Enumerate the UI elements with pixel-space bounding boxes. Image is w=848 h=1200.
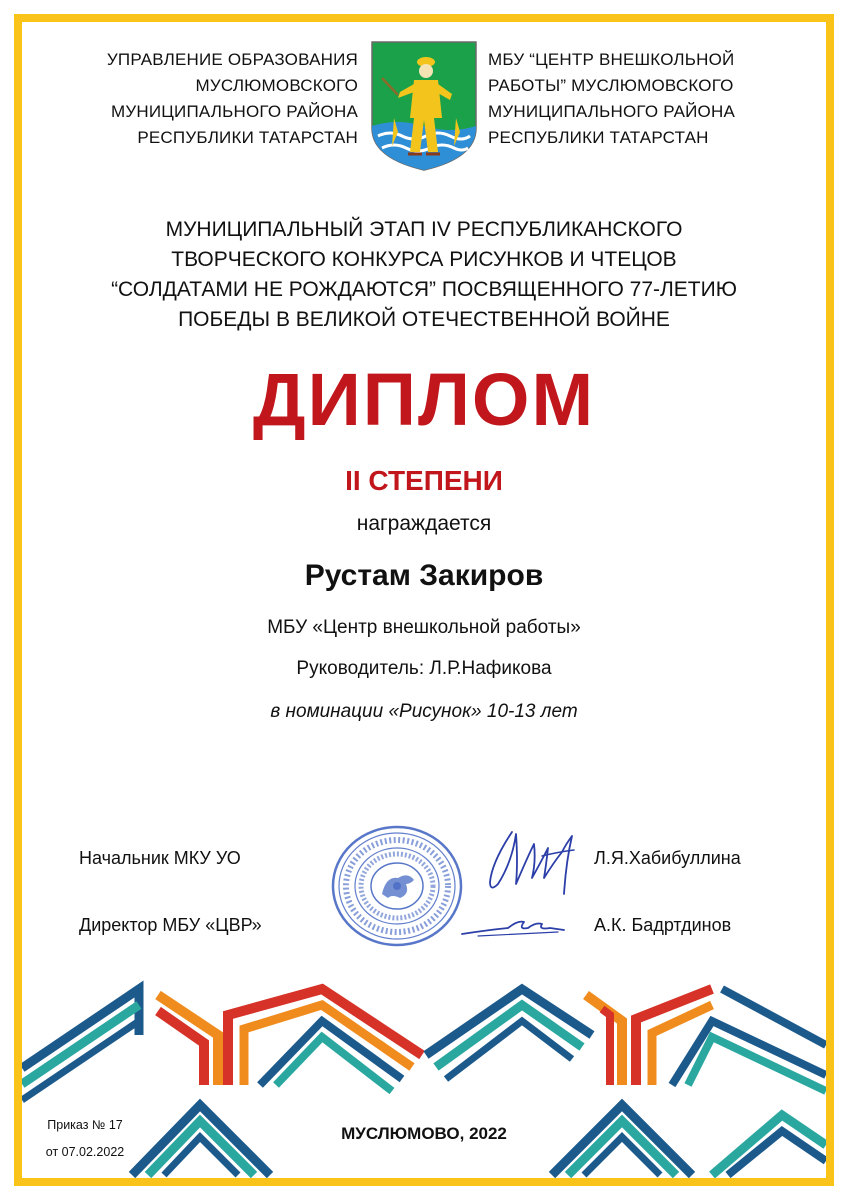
contest-title [40,215,808,335]
contest-line: ТВОРЧЕСКОГО КОНКУРСА РИСУНКОВ И ЧТЕЦОВ [171,248,677,271]
leader-text: Руководитель: Л.Р.Нафикова [296,658,552,679]
city-year: МУСЛЮМОВО, 2022 [341,1124,507,1143]
order-number: Приказ № 17 [47,1118,123,1132]
right-org-line: МБУ “ЦЕНТР ВНЕШКОЛЬНОЙ [488,50,735,69]
left-organization [107,47,358,151]
left-org-line: УПРАВЛЕНИЕ ОБРАЗОВАНИЯ [106,50,358,69]
diploma-degree: II СТЕПЕНИ [345,465,503,496]
right-org-line: РЕСПУБЛИКИ ТАТАРСТАН [488,128,709,147]
left-org-line: МУСЛЮМОВСКОГО [195,76,358,95]
signature-scribble-1 [482,822,592,902]
right-org-line: МУНИЦИПАЛЬНОГО РАЙОНА [488,102,735,121]
diploma-title: ДИПЛОМ [252,358,596,441]
round-seal-stamp [330,824,464,948]
order-date: от 07.02.2022 [45,1145,125,1159]
signature-name-2: А.К. Бадртдинов [594,915,732,935]
signature-position-1: Начальник МКУ УО [79,848,241,868]
left-org-line: МУНИЦИПАЛЬНОГО РАЙОНА [111,102,358,121]
signature-scribble-2 [458,912,568,942]
contest-line: МУНИЦИПАЛЬНЫЙ ЭТАП IV РЕСПУБЛИКАНСКОГО [165,218,683,241]
recipient-name: Рустам Закиров [304,559,544,592]
contest-line: “СОЛДАТАМИ НЕ РОЖДАЮТСЯ” ПОСВЯЩЕННОГО 77-ЛЕТИЮ [111,278,737,301]
awarded-text: награждается [356,512,492,535]
nomination-text: в номинации «Рисунок» 10-13 лет [270,701,578,722]
tatar-ornament-border [22,975,826,1178]
right-org-line: РАБОТЫ” МУСЛЮМОВСКОГО [488,76,734,95]
coat-of-arms-emblem [370,40,478,172]
right-organization [488,47,735,151]
institution-text: МБУ «Центр внешкольной работы» [267,617,581,638]
signature-name-1: Л.Я.Хабибуллина [594,848,741,868]
contest-line: ПОБЕДЫ В ВЕЛИКОЙ ОТЕЧЕСТВЕННОЙ ВОЙНЕ [178,308,670,331]
left-org-line: РЕСПУБЛИКИ ТАТАРСТАН [137,128,358,147]
signature-position-2: Директор МБУ «ЦВР» [79,915,262,935]
